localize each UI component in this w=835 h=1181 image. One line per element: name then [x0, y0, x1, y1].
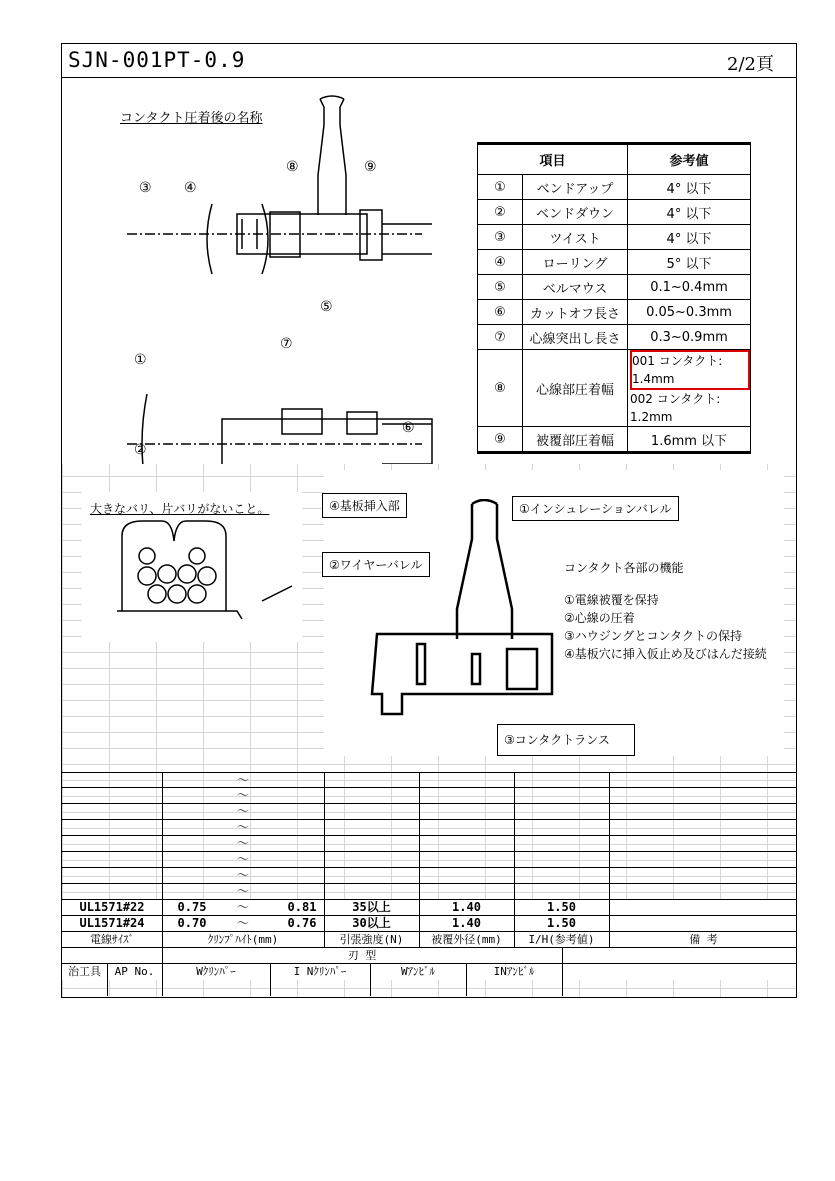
crimp-max: 0.81 — [287, 900, 317, 914]
w-anvil-label: Wｱﾝﾋﾞﾙ — [400, 965, 436, 978]
crimp-row-empty — [62, 820, 796, 836]
function-item: ②心線の圧着 — [564, 611, 635, 625]
function-item: ④基板穴に挿入仮止め及びはんだ接続 — [564, 647, 767, 661]
crimp-row-empty — [62, 852, 796, 868]
spec-no: ① — [478, 175, 523, 200]
spec-value-002: 002 コンタクト: 1.2mm — [630, 392, 721, 424]
divider — [609, 772, 610, 948]
tilde: ～ — [236, 900, 249, 914]
spec-no: ⑧ — [478, 350, 523, 427]
burr-title: 大きなバリ、片バリがないこと。 — [90, 502, 270, 516]
crimp-row — [62, 900, 796, 916]
spec-row — [478, 250, 751, 275]
page-number: 2/2頁 — [727, 54, 774, 75]
tilde: ～ — [236, 820, 249, 834]
functions-title: コンタクト各部の機能 — [564, 561, 684, 575]
spec-value: 0.05~0.3mm — [628, 300, 751, 325]
ap-no-label: AP No. — [114, 965, 155, 978]
burr-diagram — [112, 516, 302, 636]
spec-value: 5° 以下 — [628, 250, 751, 275]
spec-row — [478, 300, 751, 325]
crimp-row-empty — [62, 788, 796, 804]
spec-header-item: 項目 — [478, 144, 628, 175]
label-7: ⑦ — [280, 336, 293, 352]
label-4: ④ — [184, 180, 197, 196]
jig-label: 治工具 — [68, 965, 101, 978]
spec-item: ベルマウス — [523, 275, 628, 300]
function-item: ①電線被覆を保持 — [564, 593, 659, 607]
crimp-min: 0.75 — [177, 900, 207, 914]
spec-item: ベンドアップ — [523, 175, 628, 200]
tilde: ～ — [236, 804, 249, 818]
callout-contact-lance: ③コンタクトランス — [497, 724, 635, 756]
callout-insulation-barrel: ①インシュレーションバレル — [512, 496, 679, 521]
highlight-box: 001 コンタクト: 1.4mm — [630, 350, 750, 390]
divider — [419, 772, 420, 948]
w-crimper-label: Wｸﾘﾝﾊﾟｰ — [196, 965, 236, 978]
spec-item: ローリング — [523, 250, 628, 275]
divider — [162, 948, 163, 996]
spec-value: 4° 以下 — [628, 225, 751, 250]
tensile: 35以上 — [352, 900, 391, 914]
in-crimper-label: I Nｸﾘﾝﾊﾟｰ — [293, 965, 347, 978]
spec-value: 1.6mm 以下 — [628, 427, 751, 453]
label-8: ⑧ — [286, 159, 299, 175]
spec-row — [478, 225, 751, 250]
spec-row — [478, 175, 751, 200]
header-remarks: 備 考 — [689, 933, 718, 946]
crimp-max: 0.76 — [287, 916, 317, 930]
spec-row — [478, 325, 751, 350]
tilde: ～ — [236, 788, 249, 802]
spec-item: カットオフ長さ — [523, 300, 628, 325]
spec-row — [478, 350, 751, 427]
tilde: ～ — [236, 868, 249, 882]
section-title: コンタクト圧着後の名称 — [120, 111, 263, 126]
crimp-header-row — [62, 932, 796, 948]
divider — [466, 964, 467, 996]
divider — [370, 964, 371, 996]
crimp-row-empty — [62, 836, 796, 852]
spec-no: ④ — [478, 250, 523, 275]
ih-value: 1.50 — [547, 900, 576, 914]
tool-row — [62, 964, 796, 980]
divider — [562, 948, 563, 996]
outer-diameter: 1.40 — [452, 916, 481, 930]
label-9: ⑨ — [364, 159, 377, 175]
functions-list — [564, 559, 767, 663]
blade-header: 刃 型 — [347, 949, 377, 962]
tilde: ～ — [236, 773, 249, 787]
divider — [270, 964, 271, 996]
tensile: 30以上 — [352, 916, 391, 930]
spec-no: ③ — [478, 225, 523, 250]
crimp-row — [62, 916, 796, 932]
crimp-row-empty — [62, 884, 796, 900]
spec-no: ⑤ — [478, 275, 523, 300]
function-item: ③ハウジングとコンタクトの保持 — [564, 629, 742, 643]
divider — [324, 772, 325, 948]
header-crimp: ｸﾘﾝﾌﾟﾊｲﾄ(mm) — [207, 933, 279, 946]
divider — [162, 772, 163, 948]
crimp-diagram — [122, 94, 482, 464]
in-anvil-label: INｱﾝﾋﾞﾙ — [493, 965, 535, 978]
spec-value: 4° 以下 — [628, 200, 751, 225]
spec-row — [478, 200, 751, 225]
crimp-row-empty — [62, 804, 796, 820]
spec-item: ツイスト — [523, 225, 628, 250]
header-tensile: 引張強度(N) — [339, 933, 404, 946]
tilde: ～ — [236, 852, 249, 866]
spec-no: ② — [478, 200, 523, 225]
contact-drawing — [357, 499, 557, 739]
spec-header-row — [478, 144, 751, 175]
spec-item: ベンドダウン — [523, 200, 628, 225]
spec-value-crimp-width — [628, 350, 751, 427]
wire-size: UL1571#22 — [79, 900, 145, 914]
outer-diameter: 1.40 — [452, 900, 481, 914]
tool-blade-row — [62, 948, 796, 964]
spec-no: ⑦ — [478, 325, 523, 350]
tilde: ～ — [236, 836, 249, 850]
wire-size: UL1571#24 — [79, 916, 145, 930]
header-outer: 被覆外径(mm) — [431, 933, 502, 946]
spec-header-value: 参考値 — [628, 144, 751, 175]
spec-item: 被覆部圧着幅 — [523, 427, 628, 453]
spec-value: 0.3~0.9mm — [628, 325, 751, 350]
crimp-row-empty — [62, 772, 796, 788]
label-2: ② — [134, 442, 147, 458]
callout-wire-barrel: ②ワイヤーバレル — [322, 552, 430, 577]
header-wire: 電線ｻｲｽﾞ — [90, 933, 134, 946]
spec-no: ⑥ — [478, 300, 523, 325]
callout-pcb-insertion: ④基板挿入部 — [322, 493, 407, 518]
crimp-row-empty — [62, 868, 796, 884]
crimp-min: 0.70 — [177, 916, 207, 930]
spec-item: 心線突出し長さ — [523, 325, 628, 350]
doc-id: SJN-001PT-0.9 — [68, 48, 246, 72]
spec-no: ⑨ — [478, 427, 523, 453]
header-ih: I/H(参考値) — [528, 933, 595, 946]
label-5: ⑤ — [320, 299, 333, 315]
ih-value: 1.50 — [547, 916, 576, 930]
divider — [514, 772, 515, 948]
spec-table — [477, 142, 751, 454]
spec-row — [478, 427, 751, 453]
top-view-contact — [127, 96, 432, 274]
tilde: ～ — [236, 884, 249, 898]
spec-value: 0.1~0.4mm — [628, 275, 751, 300]
label-6: ⑥ — [402, 420, 415, 436]
spec-item: 心線部圧着幅 — [523, 350, 628, 427]
label-1: ① — [134, 352, 147, 368]
title-bar — [62, 44, 796, 78]
divider — [107, 964, 108, 996]
side-view-contact — [127, 394, 432, 464]
document-sheet — [61, 43, 797, 998]
spacer — [564, 577, 767, 591]
tilde: ～ — [236, 916, 249, 930]
spec-row — [478, 275, 751, 300]
spec-value: 4° 以下 — [628, 175, 751, 200]
label-3: ③ — [139, 180, 152, 196]
